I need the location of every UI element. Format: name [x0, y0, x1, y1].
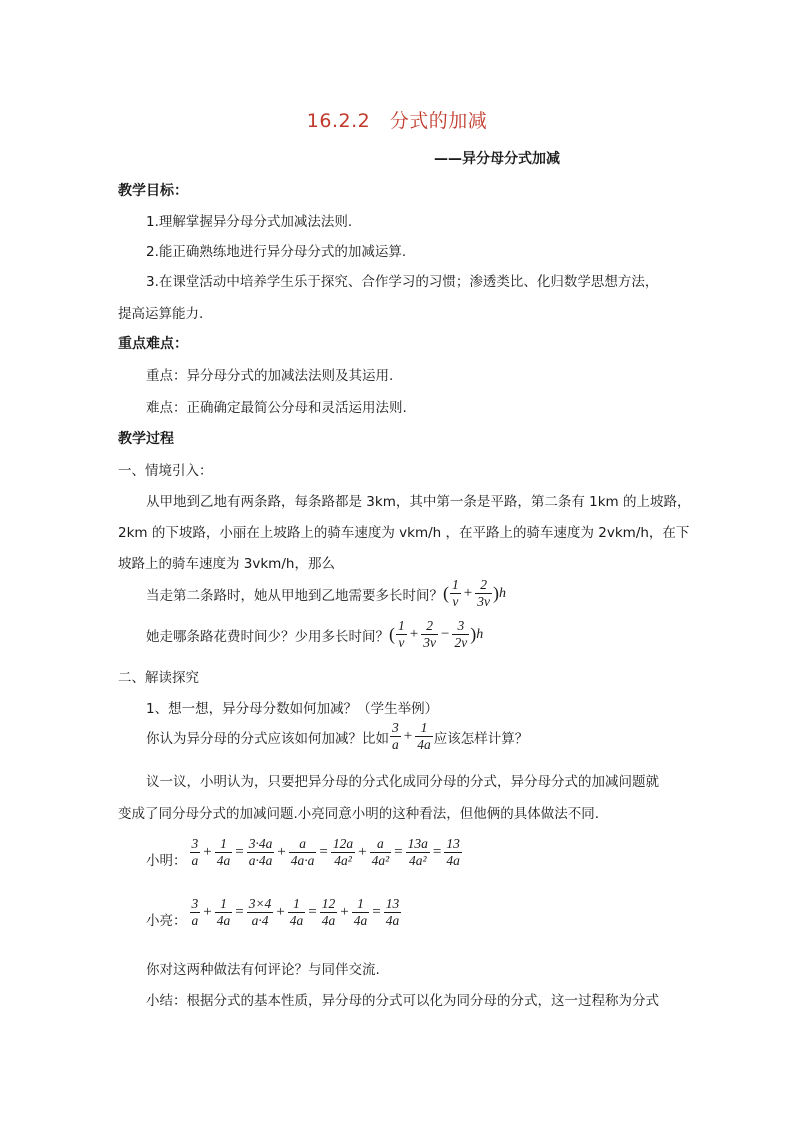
key-difficulty: 难点：正确确定最简公分母和灵活运用法则. — [146, 400, 407, 416]
question-1-text: 当走第二条路时，她从甲地到乙地需要多长时间？ — [146, 587, 443, 604]
fraction: $\frac{1}{v}$ — [398, 618, 405, 650]
comment-line: 你对这两种做法有何评论？与同伴交流. — [146, 962, 380, 978]
fraction: $\frac{1}{4a}$ — [353, 896, 368, 928]
page-title: 16.2.2 分式的加减 — [306, 110, 488, 132]
fraction: $\frac{1}{4a}$ — [216, 896, 231, 928]
intro-line-1: 从甲地到乙地有两条路，每条路都是 3km，其中第一条是平路，第二条有 1km 的上坡路， — [146, 494, 691, 510]
paren-open: ( — [443, 583, 449, 603]
xiaoming-equation: 小明： $\frac{3}{a}$ + $\frac{1}{4a}$ = $\frac{3\cdot 4a}{a\cdot 4a}$ + $\frac{a}{4a\cdot a}$ = $\frac{12a}{\text{4a²}}$ + $\frac{a}{\text{4a²}}$ = $\frac{13a}{\text{4a²}}$ = $\frac{13}{4a}$ — [146, 836, 460, 869]
fraction: $\frac{2}{3v}$ — [477, 577, 490, 609]
key-focus: 重点：异分母分式的加减法法则及其运用. — [146, 368, 394, 384]
fraction: $\frac{13}{4a}$ — [385, 896, 400, 928]
goal-item-3: 3.在课堂活动中培养学生乐于探究、合作学习的习惯；渗透类比、化归数学思想方法， — [146, 274, 659, 290]
fraction: $\frac{3\times 4}{a\cdot 4}$ — [248, 896, 272, 928]
paren-close: ) — [492, 583, 499, 603]
fraction: $\frac{3}{a}$ — [392, 720, 399, 752]
fraction: $\frac{3}{a}$ — [191, 836, 199, 868]
intro-line-3: 坡路上的骑车速度为 3vkm/h，那么 — [118, 556, 335, 572]
fraction: $\frac{3}{2v}$ — [454, 618, 468, 650]
goal-item-1: 1.理解掌握异分母分式加减法法则. — [146, 214, 353, 230]
fraction: $\frac{3}{a}$ — [191, 896, 199, 928]
explore-heading: 二、解读探究 — [118, 670, 199, 686]
fraction: $\frac{1}{4a}$ — [216, 836, 231, 868]
fraction: $\frac{12}{4a}$ — [321, 896, 336, 928]
process-heading: 教学过程 — [118, 431, 174, 447]
discuss-line-2: 变成了同分母分式的加减问题.小亮同意小明的这种看法，但他俩的具体做法不同. — [118, 806, 600, 822]
fraction: $\frac{13}{4a}$ — [446, 836, 460, 868]
summary-line: 小结：根据分式的基本性质，异分母的分式可以化为同分母的分式，这一过程称为分式 — [146, 993, 659, 1009]
fraction: $\frac{12a}{\text{4a²}}$ — [332, 836, 354, 868]
question-1: 当走第二条路时，她从甲地到乙地需要多长时间？ ( $\frac{1}{v}$ + $\frac{2}{3v}$ ) h — [146, 577, 506, 609]
paren-open: ( — [389, 624, 395, 644]
fraction: $\frac{1}{v}$ — [452, 577, 459, 609]
goal-item-2: 2.能正确熟练地进行异分母分式的加减运算. — [146, 244, 407, 260]
fraction: $\frac{2}{3v}$ — [423, 618, 436, 650]
goal-item-3-cont: 提高运算能力. — [118, 306, 204, 322]
fraction: $\frac{3\cdot 4a}{a\cdot 4a}$ — [248, 836, 273, 868]
fraction: $\frac{13a}{\text{4a²}}$ — [407, 836, 428, 868]
fraction: $\frac{a}{\text{4a²}}$ — [371, 836, 390, 868]
page-subtitle: ——异分母分式加减 — [434, 151, 560, 167]
fraction: $\frac{1}{4a}$ — [289, 896, 304, 928]
intro-heading: 一、情境引入： — [118, 463, 213, 479]
think-line: 1、想一想，异分母分数如何加减？（学生举例） — [146, 701, 439, 717]
goals-heading: 教学目标： — [118, 183, 188, 199]
ask-line: 你认为异分母的分式应该如何加减？比如 $\frac{3}{a}$ + $\frac{1}{4a}$ 应该怎样计算？ — [146, 720, 529, 752]
question-2-text: 她走哪条路花费时间少？少用多长时间？ — [146, 628, 389, 645]
paren-close: ) — [470, 624, 477, 644]
fraction: $\frac{1}{4a}$ — [417, 720, 431, 752]
xiaoliang-equation: 小亮： $\frac{3}{a}$ + $\frac{1}{4a}$ = $\frac{3\times 4}{a\cdot 4}$ + $\frac{1}{4a}$ = $\frac{12}{4a}$ + $\frac{1}{4a}$ = $\frac{13}{4a}$ — [146, 896, 400, 929]
fraction: $\frac{a}{4a\cdot a}$ — [290, 836, 315, 868]
question-2: 她走哪条路花费时间少？少用多长时间？ ( $\frac{1}{v}$ + $\frac{2}{3v}$ − $\frac{3}{2v}$ ) h — [146, 618, 484, 650]
intro-line-2: 2km 的下坡路，小丽在上坡路上的骑车速度为 vkm/h ，在平路上的骑车速度为 2vkm/h，在下 — [118, 525, 690, 541]
key-heading: 重点难点： — [118, 336, 188, 352]
discuss-line-1: 议一议，小明认为，只要把异分母的分式化成同分母的分式，异分母分式的加减问题就 — [146, 774, 659, 790]
